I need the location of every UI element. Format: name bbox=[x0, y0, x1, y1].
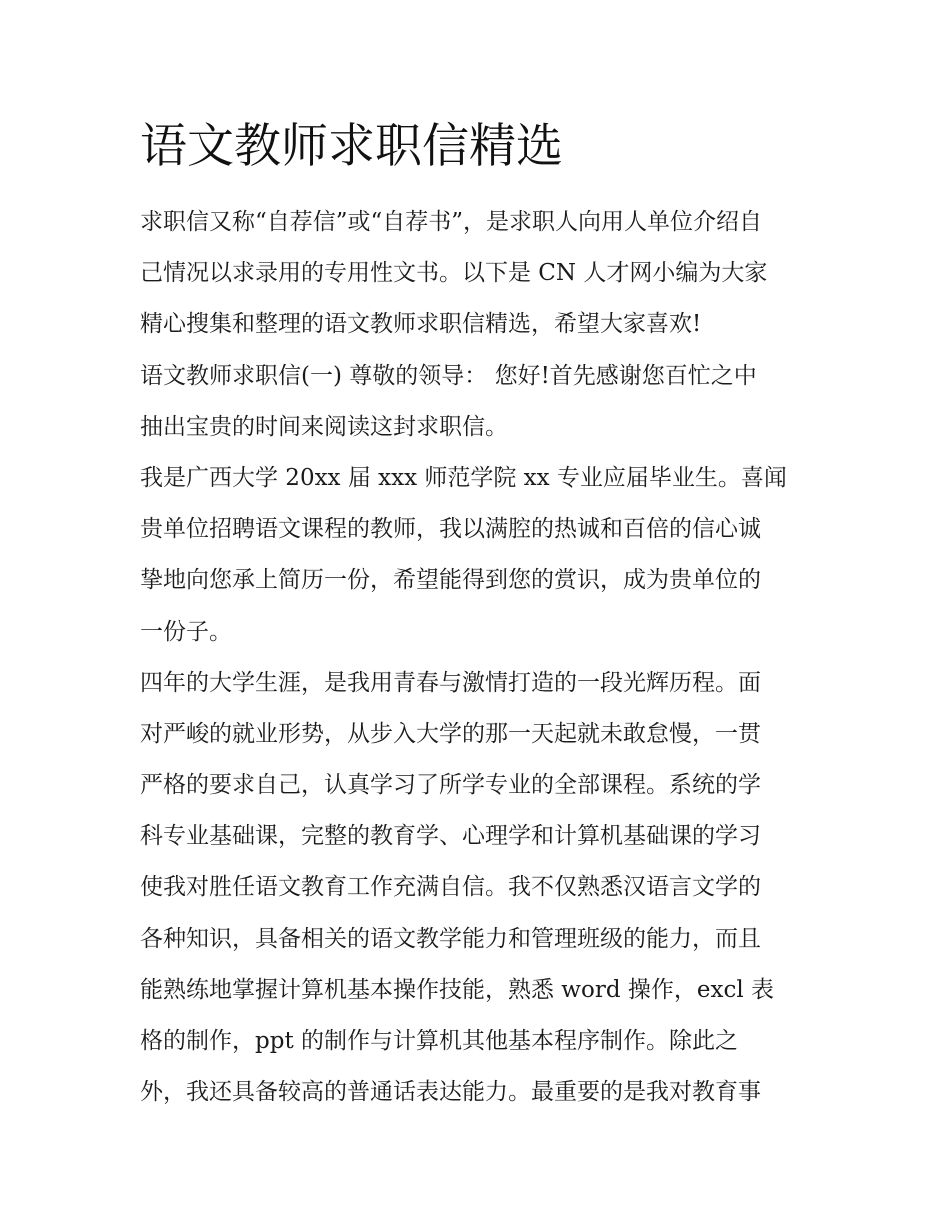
text-line: 各种知识，具备相关的语文教学能力和管理班级的能力，而且 bbox=[140, 925, 761, 952]
text-line: 我是广西大学 20xx 届 xxx 师范学院 xx 专业应届毕业生。喜闻 bbox=[140, 464, 787, 491]
text-line: 外，我还具备较高的普通话表达能力。最重要的是我对教育事 bbox=[140, 1079, 761, 1106]
text-line: 四年的大学生涯，是我用青春与激情打造的一段光辉历程。面 bbox=[140, 669, 761, 696]
text-line: 语文教师求职信(一) 尊敬的领导： 您好!首先感谢您百忙之中 bbox=[140, 362, 757, 389]
text-line: 能熟练地掌握计算机基本操作技能，熟悉 word 操作，excl 表 bbox=[140, 976, 775, 1003]
text-line: 抽出宝贵的时间来阅读这封求职信。 bbox=[140, 413, 508, 440]
text-line: 科专业基础课，完整的教育学、心理学和计算机基础课的学习 bbox=[140, 823, 761, 850]
text-line: 严格的要求自己，认真学习了所学专业的全部课程。系统的学 bbox=[140, 772, 761, 799]
text-line: 精心搜集和整理的语文教师求职信精选，希望大家喜欢! bbox=[140, 311, 702, 338]
text-line: 格的制作，ppt 的制作与计算机其他基本程序制作。除此之 bbox=[140, 1028, 738, 1054]
text-line: 挚地向您承上简历一份，希望能得到您的赏识，成为贵单位的 bbox=[140, 567, 761, 594]
text-line: 己情况以求录用的专用性文书。以下是 CN 人才网小编为大家 bbox=[140, 260, 768, 287]
text-line: 使我对胜任语文教育工作充满自信。我不仅熟悉汉语言文学的 bbox=[140, 874, 761, 901]
text-line: 贵单位招聘语文课程的教师，我以满腔的热诚和百倍的信心诚 bbox=[140, 516, 761, 543]
text-line: 对严峻的就业形势，从步入大学的那一天起就未敢怠慢，一贯 bbox=[140, 720, 761, 747]
text-line: 求职信又称“自荐信”或“自荐书”，是求职人向用人单位介绍自 bbox=[140, 209, 763, 235]
document-body bbox=[140, 197, 820, 1118]
document-title: 语文教师求职信精选 bbox=[140, 119, 563, 174]
text-line: 一份子。 bbox=[140, 618, 232, 645]
